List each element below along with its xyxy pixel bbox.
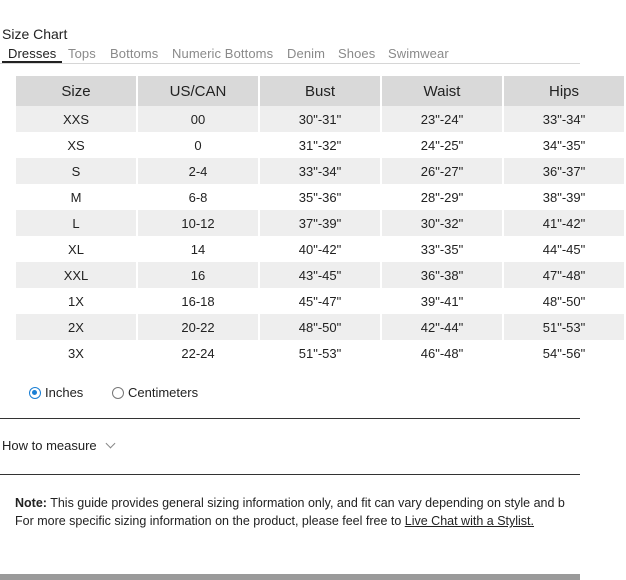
note-label: Note: xyxy=(15,496,47,510)
cell-bust: 48"-50" xyxy=(260,314,382,340)
cell-us-can: 10-12 xyxy=(138,210,260,236)
how-to-measure-label: How to measure xyxy=(2,438,97,453)
cell-waist: 30"-32" xyxy=(382,210,504,236)
header-waist: Waist xyxy=(382,76,504,106)
cell-waist: 36"-38" xyxy=(382,262,504,288)
sizing-note xyxy=(15,494,580,530)
cell-bust: 40"-42" xyxy=(260,236,382,262)
cell-us-can: 6-8 xyxy=(138,184,260,210)
cell-us-can: 14 xyxy=(138,236,260,262)
tab-denim[interactable]: Denim xyxy=(287,46,326,61)
cell-hips: 47"-48" xyxy=(504,262,626,288)
cell-size: 3X xyxy=(16,340,138,366)
note-line-2 xyxy=(15,512,580,530)
header-hips: Hips xyxy=(504,76,626,106)
note-line-1 xyxy=(15,494,580,512)
table-row xyxy=(16,288,626,314)
cell-bust: 33"-34" xyxy=(260,158,382,184)
header-bust: Bust xyxy=(260,76,382,106)
cell-waist: 39"-41" xyxy=(382,288,504,314)
cell-hips: 36"-37" xyxy=(504,158,626,184)
table-row xyxy=(16,184,626,210)
cell-bust: 35"-36" xyxy=(260,184,382,210)
table-header-row xyxy=(16,76,626,106)
cell-size: 2X xyxy=(16,314,138,340)
unit-inches-label: Inches xyxy=(45,385,84,400)
chevron-down-icon xyxy=(105,439,115,449)
cell-hips: 34"-35" xyxy=(504,132,626,158)
cell-bust: 37"-39" xyxy=(260,210,382,236)
cell-hips: 51"-53" xyxy=(504,314,626,340)
cell-size: XXL xyxy=(16,262,138,288)
cell-hips: 33"-34" xyxy=(504,106,626,132)
table-row xyxy=(16,340,626,366)
cell-waist: 24"-25" xyxy=(382,132,504,158)
page-title: Size Chart xyxy=(2,26,68,42)
tab-swimwear[interactable]: Swimwear xyxy=(388,46,449,61)
cell-us-can: 22-24 xyxy=(138,340,260,366)
table-row xyxy=(16,314,626,340)
table-row xyxy=(16,106,626,132)
cell-hips: 44"-45" xyxy=(504,236,626,262)
tab-bottoms[interactable]: Bottoms xyxy=(110,46,159,61)
size-category-tabs xyxy=(0,46,580,64)
tab-tops[interactable]: Tops xyxy=(68,46,96,61)
cell-bust: 51"-53" xyxy=(260,340,382,366)
how-to-measure-toggle[interactable] xyxy=(2,438,114,453)
section-divider xyxy=(0,474,580,475)
cell-bust: 31"-32" xyxy=(260,132,382,158)
note-text: This guide provides general sizing information only, and fit can vary depending on style and b xyxy=(50,496,565,510)
unit-centimeters-label: Centimeters xyxy=(128,385,199,400)
header-us-can: US/CAN xyxy=(138,76,260,106)
table-row xyxy=(16,236,626,262)
cell-size: S xyxy=(16,158,138,184)
cell-size: XXS xyxy=(16,106,138,132)
live-chat-link[interactable]: Live Chat with a Stylist. xyxy=(404,514,534,528)
cell-waist: 46"-48" xyxy=(382,340,504,366)
cell-us-can: 16-18 xyxy=(138,288,260,314)
table-row xyxy=(16,210,626,236)
cell-waist: 33"-35" xyxy=(382,236,504,262)
unit-option-inches[interactable] xyxy=(29,385,83,400)
tab-shoes[interactable]: Shoes xyxy=(338,46,376,61)
cell-hips: 41"-42" xyxy=(504,210,626,236)
cell-us-can: 16 xyxy=(138,262,260,288)
tab-numeric-bottoms[interactable]: Numeric Bottoms xyxy=(172,46,274,61)
radio-inches[interactable] xyxy=(29,387,41,399)
bottom-bar xyxy=(0,574,580,580)
cell-bust: 30"-31" xyxy=(260,106,382,132)
section-divider xyxy=(0,418,580,419)
cell-size: M xyxy=(16,184,138,210)
cell-us-can: 20-22 xyxy=(138,314,260,340)
cell-waist: 23"-24" xyxy=(382,106,504,132)
cell-us-can: 0 xyxy=(138,132,260,158)
cell-hips: 38"-39" xyxy=(504,184,626,210)
cell-size: XS xyxy=(16,132,138,158)
cell-waist: 42"-44" xyxy=(382,314,504,340)
table-row xyxy=(16,158,626,184)
cell-us-can: 00 xyxy=(138,106,260,132)
cell-waist: 28"-29" xyxy=(382,184,504,210)
cell-bust: 45"-47" xyxy=(260,288,382,314)
unit-option-centimeters[interactable] xyxy=(112,385,198,400)
radio-centimeters[interactable] xyxy=(112,387,124,399)
size-table-container[interactable] xyxy=(16,76,586,370)
size-table xyxy=(16,76,626,366)
note-text-2: For more specific sizing information on the product, please feel free to xyxy=(15,514,405,528)
cell-hips: 48"-50" xyxy=(504,288,626,314)
table-row xyxy=(16,262,626,288)
cell-bust: 43"-45" xyxy=(260,262,382,288)
cell-size: 1X xyxy=(16,288,138,314)
cell-us-can: 2-4 xyxy=(138,158,260,184)
cell-size: L xyxy=(16,210,138,236)
cell-waist: 26"-27" xyxy=(382,158,504,184)
cell-size: XL xyxy=(16,236,138,262)
header-size: Size xyxy=(16,76,138,106)
tabs-divider xyxy=(0,63,580,64)
table-row xyxy=(16,132,626,158)
tab-dresses[interactable]: Dresses xyxy=(8,46,57,61)
cell-hips: 54"-56" xyxy=(504,340,626,366)
